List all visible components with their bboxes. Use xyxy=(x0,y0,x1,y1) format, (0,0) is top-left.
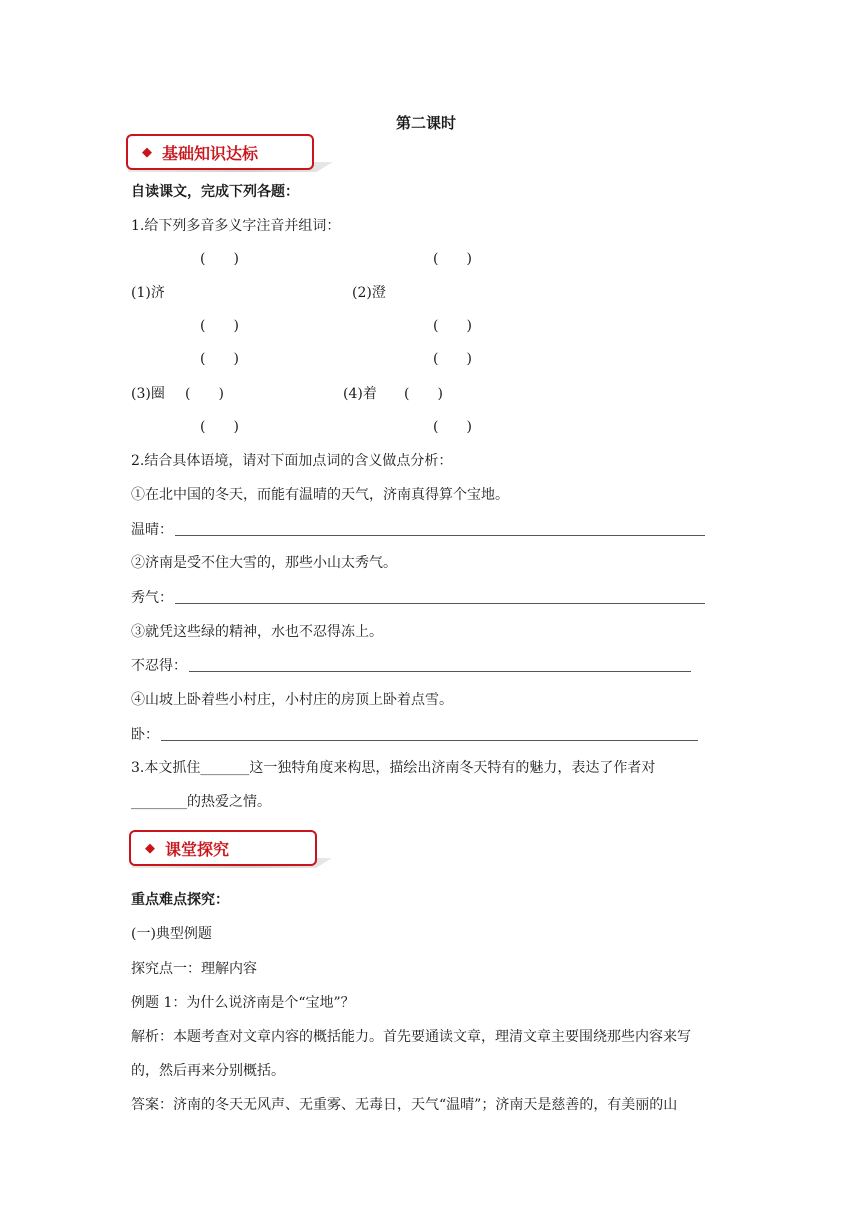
analysis-line-1: 解析：本题考查对文章内容的概括能力。首先要通读文章，理清文章主要围绕那些内容来写 xyxy=(131,1029,691,1045)
q1-item-4: (4)着 xyxy=(343,386,377,402)
q1-stem: 1.给下列多音多义字注音并组词： xyxy=(131,218,341,234)
explore-point: 探究点一：理解内容 xyxy=(131,961,257,977)
diamond-icon: ◆ xyxy=(145,840,155,856)
example-question: 例题 1：为什么说济南是个“宝地”？ xyxy=(131,995,355,1011)
q2-sentence-4: ④山坡上卧着些小村庄，小村庄的房顶上卧着点雪。 xyxy=(131,692,453,708)
q2-sentence-3: ③就凭这些绿的精神，水也不忍得冻上。 xyxy=(131,624,383,640)
analysis-line-2: 的，然后再来分别概括。 xyxy=(131,1063,285,1079)
answer-blank[interactable]: ( ) xyxy=(200,419,239,435)
section-header-class xyxy=(129,830,317,866)
answer-blank[interactable]: ( ) xyxy=(200,251,239,267)
q2-sentence-1: ①在北中国的冬天，而能有温晴的天气，济南真得算个宝地。 xyxy=(131,487,509,503)
page-title: 第二课时 xyxy=(396,114,457,132)
section-label: 课堂探究 xyxy=(165,839,230,859)
answer-line[interactable] xyxy=(189,671,691,672)
section-header-basic xyxy=(126,134,314,170)
q2-label-1: 温晴： xyxy=(131,522,173,538)
answer-blank[interactable]: ( ) xyxy=(200,318,239,334)
answer-line[interactable] xyxy=(161,740,698,741)
q2-sentence-2: ②济南是受不住大雪的，那些小山太秀气。 xyxy=(131,555,397,571)
answer-blank[interactable]: ( ) xyxy=(433,419,472,435)
q2-label-2: 秀气： xyxy=(131,590,173,606)
q3-line-2: ________的热爱之情。 xyxy=(131,794,271,810)
answer-blank[interactable]: ( ) xyxy=(433,351,472,367)
answer-blank[interactable]: ( ) xyxy=(200,351,239,367)
answer-line-text: 答案：济南的冬天无风声、无重雾、无毒日，天气“温晴”；济南天是慈善的，有美丽的山 xyxy=(131,1097,678,1113)
q2-stem: 2.结合具体语境，请对下面加点词的含义做点分析： xyxy=(131,453,453,469)
answer-blank[interactable]: ( ) xyxy=(433,318,472,334)
q1-item-3: (3)圈 xyxy=(131,386,165,402)
explore-heading: 重点难点探究： xyxy=(131,892,229,908)
q2-label-4: 卧： xyxy=(131,727,159,743)
explore-sub: (一)典型例题 xyxy=(131,926,212,942)
answer-line[interactable] xyxy=(175,603,705,604)
q3-line-1: 3.本文抓住_______这一独特角度来构思，描绘出济南冬天特有的魅力，表达了作者对 xyxy=(131,760,656,776)
q2-label-3: 不忍得： xyxy=(131,658,187,674)
q1-item-1: (1)济 xyxy=(131,285,165,301)
answer-blank[interactable]: ( ) xyxy=(433,251,472,267)
answer-line[interactable] xyxy=(175,535,705,536)
intro-text: 自读课文，完成下列各题： xyxy=(131,184,299,200)
answer-blank[interactable]: ( ) xyxy=(404,386,443,402)
diamond-icon: ◆ xyxy=(142,144,152,160)
answer-blank[interactable]: ( ) xyxy=(185,386,224,402)
q1-item-2: (2)澄 xyxy=(352,285,386,301)
section-label: 基础知识达标 xyxy=(162,143,259,163)
